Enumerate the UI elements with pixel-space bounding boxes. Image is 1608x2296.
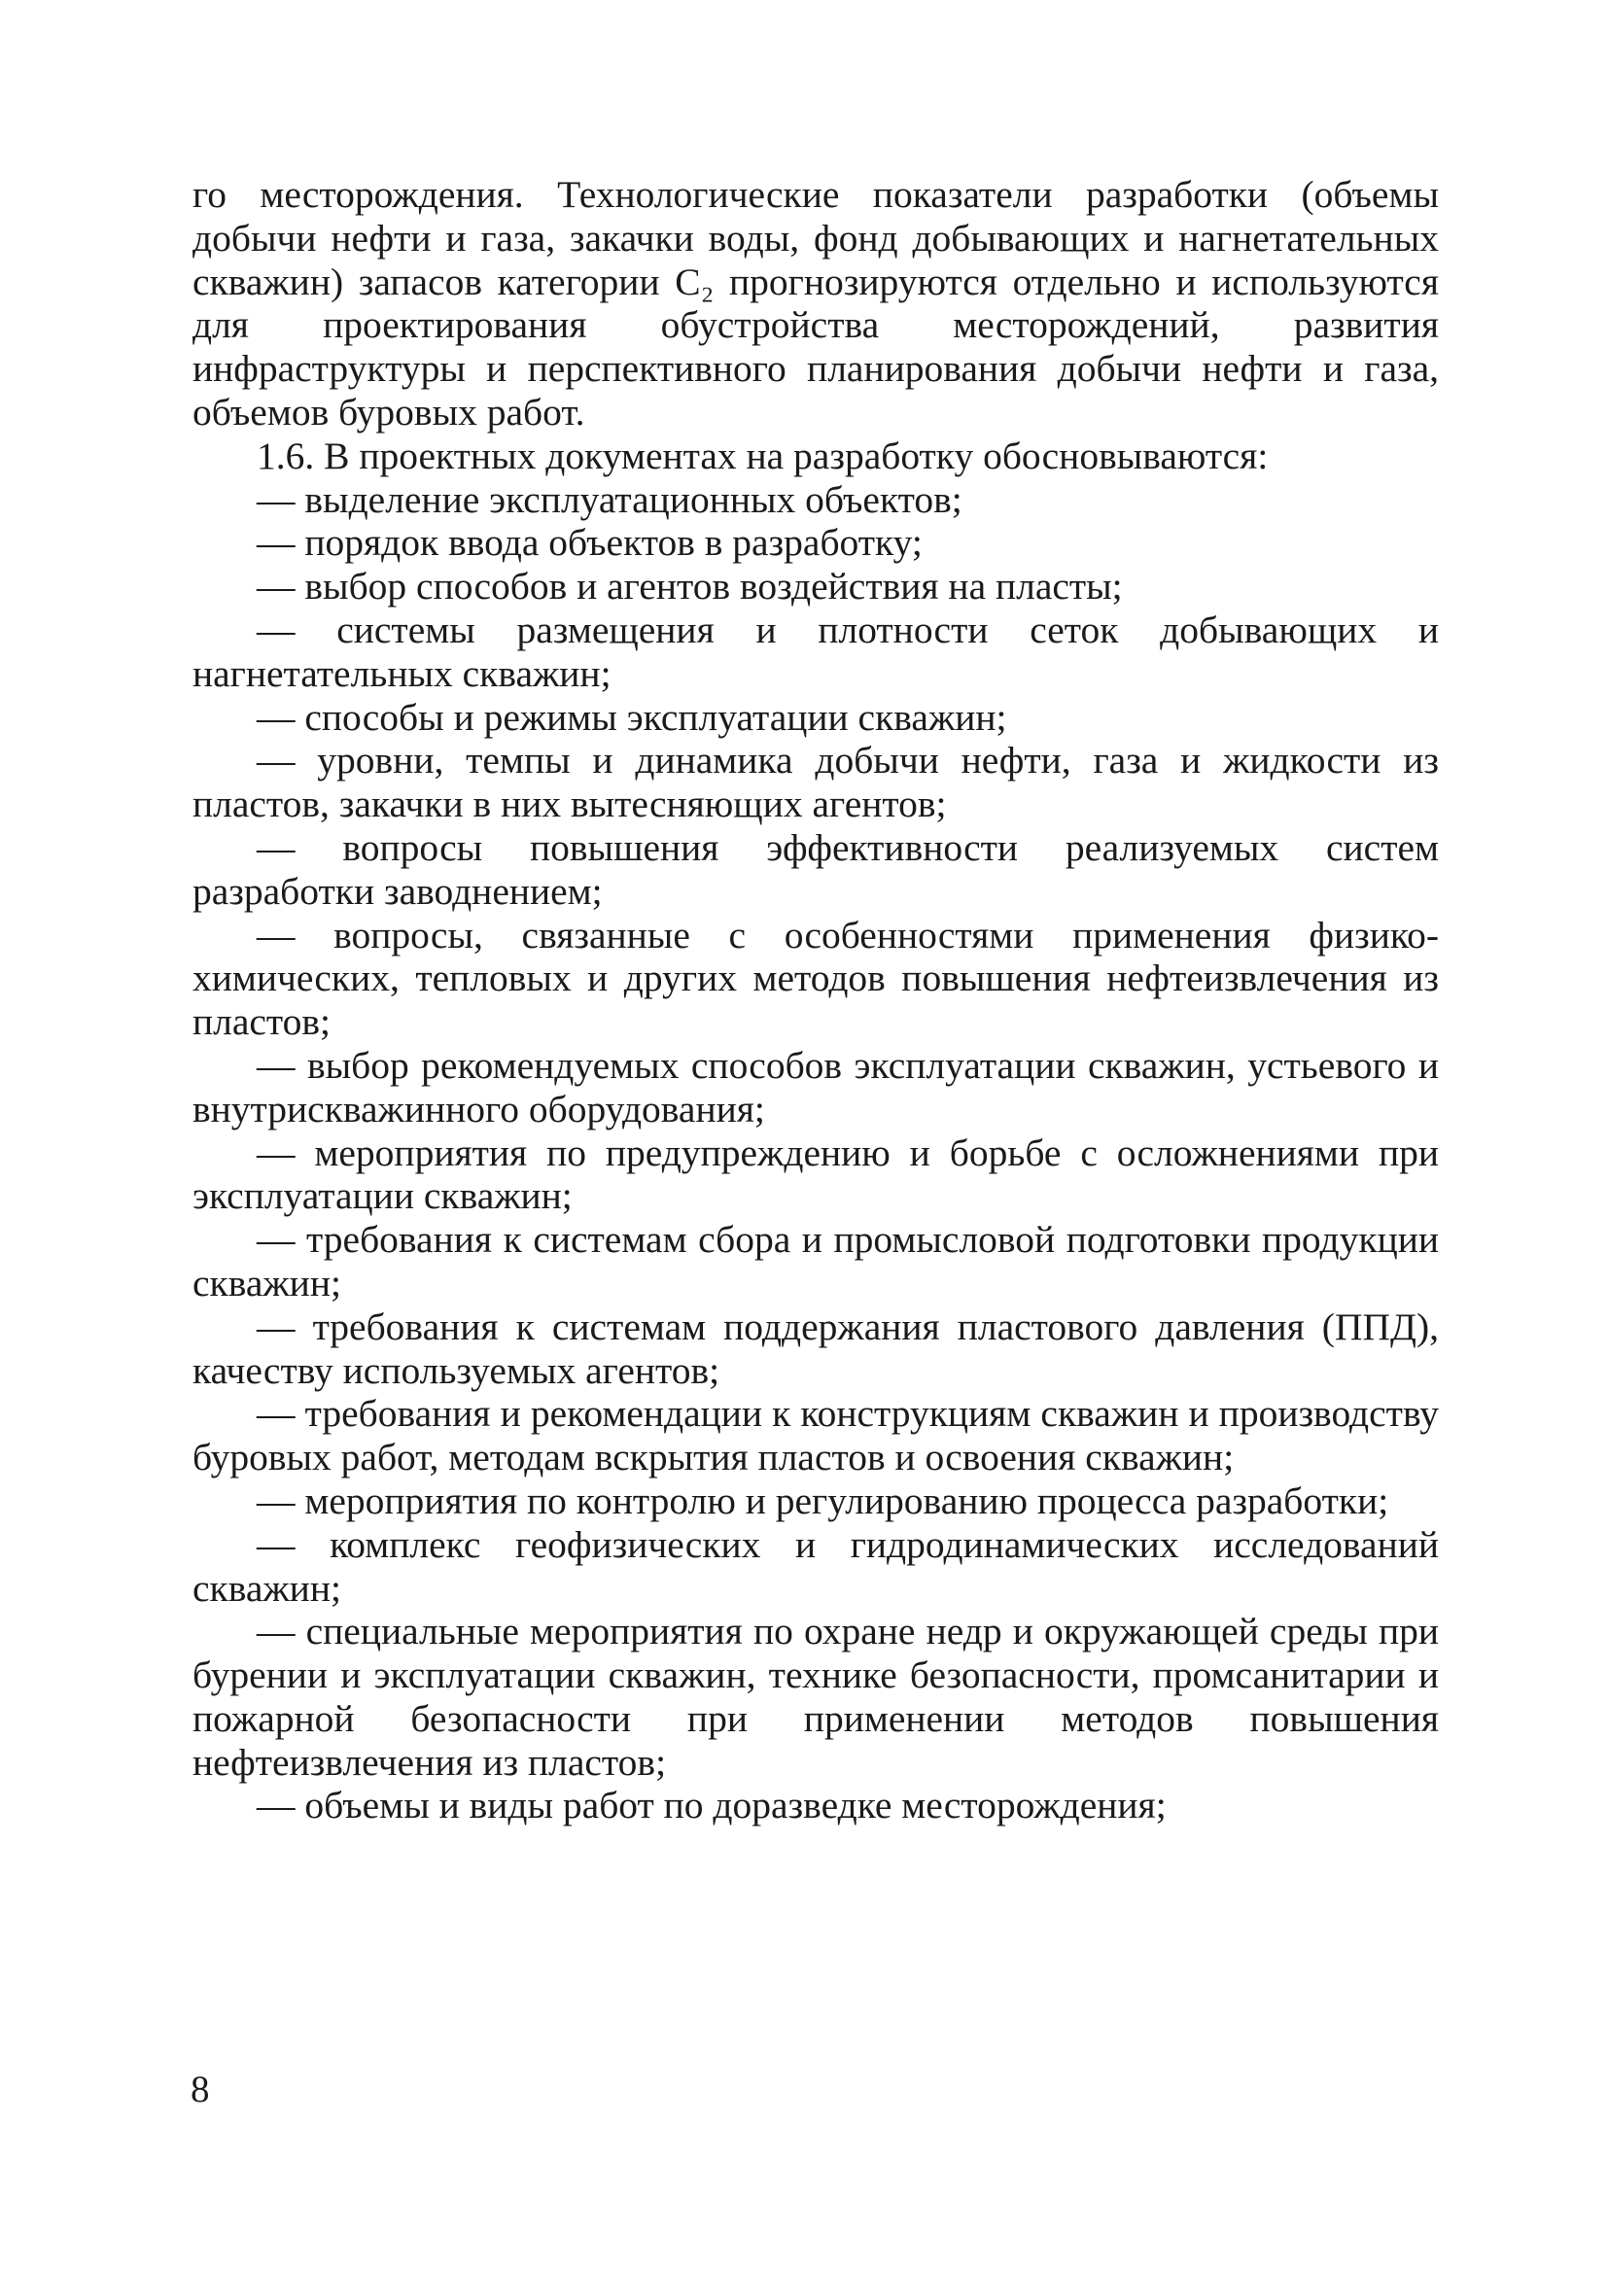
list-item: — способы и режимы эксплуатации скважин;: [257, 695, 1007, 739]
list-item: — выбор рекомендуемых способов эксплуатации скважин, устьевого и внутрискважинного оборудования;: [192, 1043, 1439, 1131]
document-page: [192, 173, 1439, 1827]
intro-paragraph: го месторождения. Технологические показатели разработки (объемы добычи нефти и газа, закачки воды, фонд добывающих и нагнетательных скважин) запасов категории C₂ прогнозируются отдельно и используются для проектирования обустройства месторождений, развития инфраструктуры и перспективного планирования добычи нефти и газа, объемов буровых работ.: [192, 173, 1439, 434]
list-item: — вопросы, связанные с особенностями применения физико-химических, тепловых и других методов повышения нефтеизвлечения из пластов;: [192, 913, 1439, 1044]
list-item: — требования и рекомендации к конструкциям скважин и производству буровых работ, методам вскрытия пластов и освоения скважин;: [192, 1392, 1439, 1479]
list-item: — требования к системам поддержания пластового давления (ППД), качеству используемых агентов;: [192, 1305, 1439, 1392]
list-item: — требования к системам сбора и промысловой подготовки продукции скважин;: [192, 1218, 1439, 1305]
list-item: — порядок ввода объектов в разработку;: [257, 521, 923, 565]
list-item: — мероприятия по контролю и регулированию процесса разработки;: [257, 1478, 1389, 1522]
list-item: — объемы и виды работ по доразведке месторождения;: [257, 1784, 1167, 1827]
list-item: — выделение эксплуатационных объектов;: [257, 477, 962, 521]
page-number: 8: [191, 2069, 210, 2110]
list-item: — вопросы повышения эффективности реализуемых систем разработки заводнением;: [192, 825, 1439, 913]
list-item: — комплекс геофизических и гидродинамических исследований скважин;: [192, 1522, 1439, 1610]
justification-list: [192, 478, 1439, 1828]
list-item: — специальные мероприятия по охране недр и окружающей среды при бурении и эксплуатации скважин, технике безопасности, промсанитарии и пожарной безопасности при применении методов повышения нефтеизвлечения из пластов;: [192, 1610, 1439, 1784]
list-item: — системы размещения и плотности сеток добывающих и нагнетательных скважин;: [192, 608, 1439, 695]
list-item: — мероприятия по предупреждению и борьбе с осложнениями при эксплуатации скважин;: [192, 1131, 1439, 1218]
list-item: — уровни, темпы и динамика добычи нефти, газа и жидкости из пластов, закачки в них вытесняющих агентов;: [192, 739, 1439, 826]
list-item: — выбор способов и агентов воздействия на пласты;: [257, 565, 1123, 609]
section-lead: 1.6. В проектных документах на разработку обосновываются:: [257, 434, 1269, 477]
